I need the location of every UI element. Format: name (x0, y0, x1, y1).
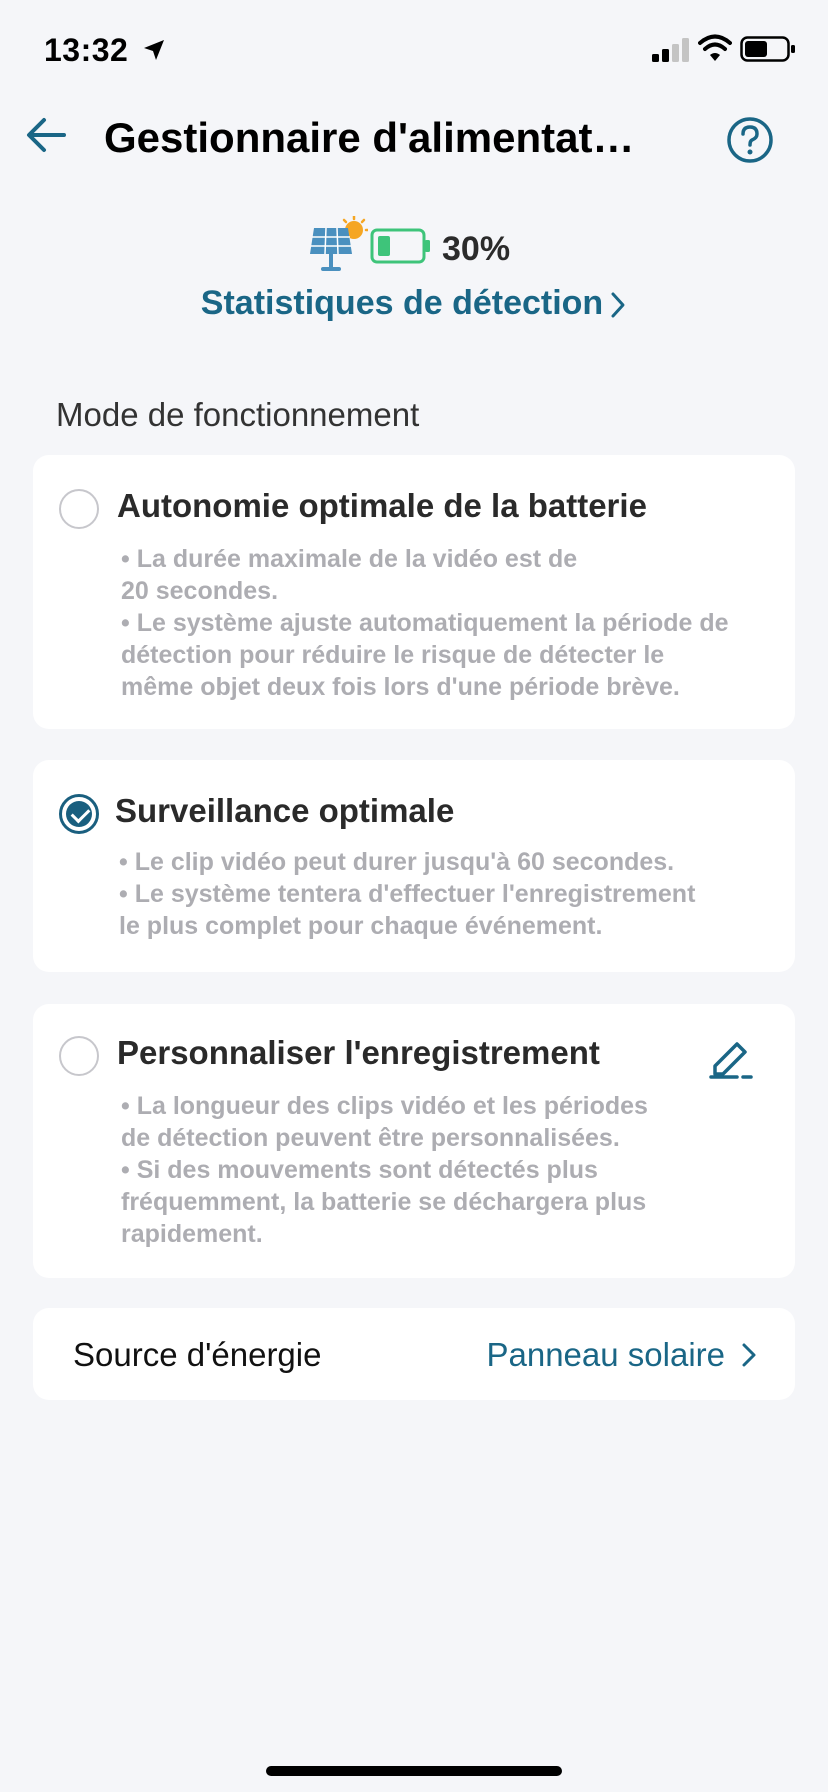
status-bar (0, 0, 828, 100)
help-question-icon[interactable] (726, 116, 774, 164)
option-custom-recording[interactable] (33, 1004, 795, 1278)
check-icon (71, 804, 91, 824)
power-status (0, 214, 828, 274)
radio-surveillance-optimal[interactable] (59, 794, 99, 834)
option-title: Autonomie optimale de la batterie (117, 487, 647, 524)
edit-pencil-icon[interactable] (707, 1034, 755, 1080)
battery-percentage: 30% (442, 230, 511, 268)
option-surveillance-optimal[interactable] (33, 760, 795, 972)
energy-source-row[interactable] (33, 1308, 795, 1400)
back-arrow-icon[interactable] (24, 115, 68, 155)
option-description: • La longueur des clips vidéo et les périodes de détection peuvent être personnalisées. • Si des mouvements sont détectés plus fréquemment, la batterie se déchargera plus rapidement. (121, 1092, 648, 1248)
location-arrow-icon (142, 38, 166, 62)
solar-panel-icon (306, 216, 368, 274)
section-title: Mode de fonctionnement (56, 396, 420, 433)
battery-level-icon (370, 228, 432, 264)
wifi-icon (698, 34, 732, 62)
home-indicator (266, 1766, 562, 1776)
radio-custom-recording[interactable] (59, 1036, 99, 1076)
status-battery-icon (740, 36, 796, 62)
detection-stats-link[interactable] (0, 284, 828, 323)
radio-battery-optimal[interactable] (59, 489, 99, 529)
status-time: 13:32 (44, 32, 129, 68)
page-title: Gestionnaire d'alimentat… (104, 114, 635, 161)
detection-stats-label: Statistiques de détection (200, 284, 604, 322)
energy-source-value[interactable] (486, 1336, 757, 1374)
option-title: Surveillance optimale (115, 792, 455, 829)
option-title: Personnaliser l'enregistrement (117, 1034, 600, 1071)
energy-source-label: Source d'énergie (73, 1336, 322, 1373)
chevron-right-icon (741, 1342, 757, 1368)
option-description: • Le clip vidéo peut durer jusqu'à 60 secondes. • Le système tentera d'effectuer l'enregistrement le plus complet pour chaque événement. (119, 848, 696, 940)
energy-source-value-text: Panneau solaire (486, 1336, 725, 1373)
top-nav-bar (0, 100, 828, 180)
option-battery-optimal[interactable] (33, 455, 795, 729)
cellular-signal-icon (652, 38, 692, 62)
chevron-right-icon (609, 291, 627, 319)
option-description: • La durée maximale de la vidéo est de 20 secondes. • Le système ajuste automatiquement la période de détection pour réduire le risque de détecter le même objet deux fois lors d'une période brève. (121, 545, 729, 701)
